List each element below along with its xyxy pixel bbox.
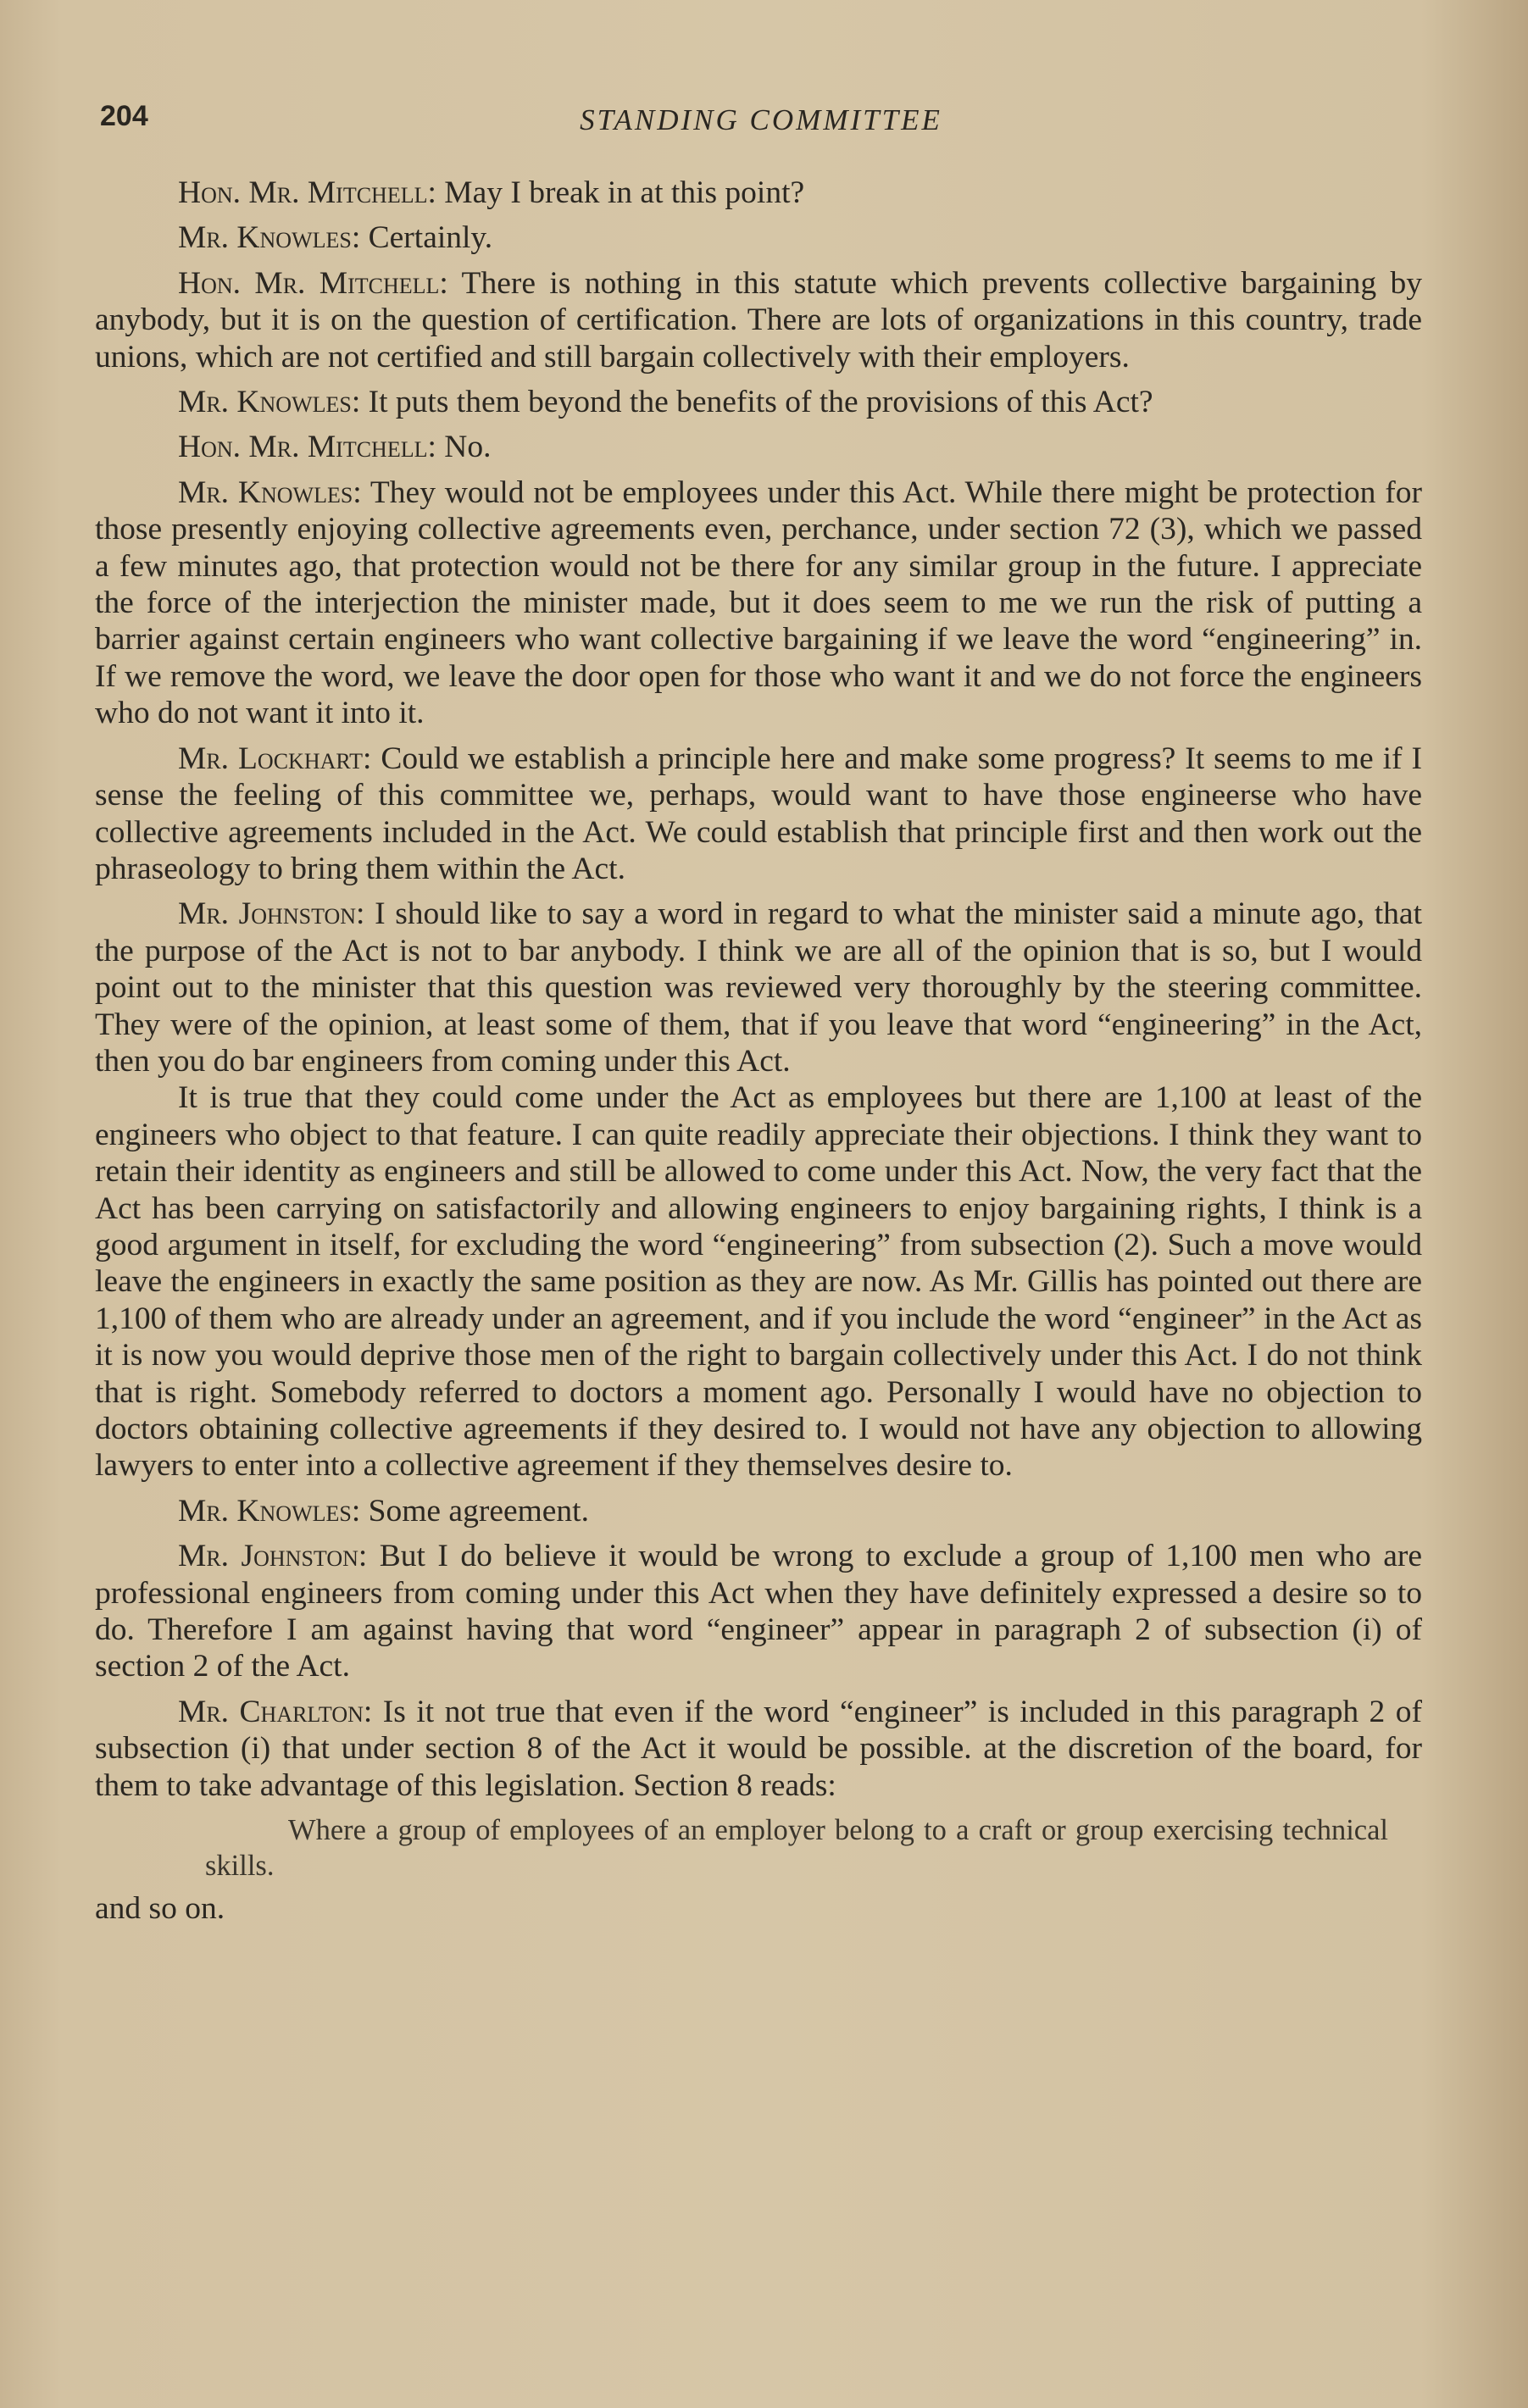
speaker-name: Mr. Knowles: — [178, 474, 362, 510]
speaker-name: Mr. Knowles: — [178, 1493, 361, 1529]
paragraph-text: It puts them beyond the benefits of the provisions of this Act? — [360, 385, 1153, 420]
paragraph — [95, 175, 1422, 211]
paragraph-text: Could we establish a principle here and make some progress? It seems to me if I sense the feeling of this committee we, perhaps, would want to have those engineerse who have collective agreements included in the Act. We could establish that principle first and then work out the phraseology to bring them within the Act. — [95, 741, 1422, 886]
paragraph-text: It is true that they could come under the Act as employees but there are 1,100 at least of the engineers who object to that feature. I can quite readily appreciate their objections. I think they want to retain their identity as engineers and still be allowed to come under this Act. Now, the very fact that the Act has been carrying on satisfactorily and allowing engineers to enjoy bargaining rights, I think is a good argument in itself, for excluding the word “engineering” from subsection (2). Such a move would leave the engineers in exactly the same position as they are now. As Mr. Gillis has pointed out there are 1,100 of them who are already under an agreement, and if you include the word “engineer” in the Act as it is now you would deprive those men of the right to bargain collectively under this Act. I do not think that is right. Somebody referred to doctors a moment ago. Personally I would have no objection to doctors obtaining collective agreements if they desired to. I would not have any objection to allowing lawyers to enter into a collective agreement if they themselves desire to. — [95, 1080, 1422, 1484]
paragraph-text: May I break in at this point? — [436, 175, 805, 210]
paragraph-text: Some agreement. — [360, 1493, 589, 1529]
speaker-name: Hon. Mr. Mitchell: — [178, 265, 448, 301]
speaker-name: Mr. Lockhart: — [178, 741, 372, 776]
running-head: STANDING COMMITTEE — [580, 103, 942, 136]
page-number: 204 — [100, 100, 148, 132]
speaker-name: Mr. Charlton: — [178, 1694, 373, 1729]
paragraph — [95, 265, 1422, 375]
paragraph-text: They would not be employees under this Act. While there might be protection for those presently enjoying collective agreements even, perchance, under section 72 (3), which we passed a few minutes ago, that protection would not be there for any similar group in the future. I appreciate the force of the interjection the minister made, but it does seem to me we run the risk of putting a barrier against certain engineers who want collective bargaining if we leave the word “engineering” in. If we remove the word, we leave the door open for those who want it and we do not force the engineers who do not want it into it. — [95, 474, 1422, 731]
speaker-name: Hon. Mr. Mitchell: — [178, 175, 436, 210]
page-header — [100, 100, 1422, 151]
speaker-name: Mr. Knowles: — [178, 220, 361, 256]
paragraph — [95, 474, 1422, 732]
paragraph — [95, 896, 1422, 1079]
paragraph — [95, 429, 1422, 465]
paragraph-text: Certainly. — [360, 220, 493, 256]
speaker-name: Mr. Knowles: — [178, 385, 361, 420]
closing-line: and so on. — [95, 1891, 225, 1927]
speaker-name: Hon. Mr. Mitchell: — [178, 430, 436, 465]
paragraph-text: But I do believe it would be wrong to exclude a group of 1,100 men who are professional engineers from coming under this Act when they have definitely expressed a desire so to do. Therefore I am against having that word “engineer” appear in paragraph 2 of subsection (i) of section 2 of the Act. — [95, 1539, 1423, 1684]
speaker-name: Mr. Johnston: — [178, 896, 365, 932]
paragraph — [95, 1493, 1422, 1529]
paragraph — [95, 219, 1422, 256]
paragraph-text: I should like to say a word in regard to what the minister said a minute ago, that the purpose of the Act is not to bar anybody. I think we are all of the opinion that is so, but I would point out to the minister that this question was reviewed very thoroughly by the steering committee. They were of the opinion, at least some of them, that if you leave that word “engineering” in the Act, then you do bar engineers from coming under this Act. — [95, 896, 1422, 1079]
paragraph — [95, 384, 1422, 420]
paragraph-text: There is nothing in this statute which prevents collective bargaining by anybody, but it is on the question of certification. There are lots of organizations in this country, trade unions, which are not certified and still bargain collectively with their employers. — [95, 265, 1422, 375]
paragraph — [95, 1079, 1422, 1484]
paragraph — [95, 1538, 1422, 1685]
paragraph — [95, 1694, 1422, 1804]
paragraph-text: No. — [436, 430, 492, 465]
body-text — [95, 175, 1422, 1935]
speaker-name: Mr. Johnston: — [178, 1539, 368, 1574]
paragraph — [95, 741, 1422, 888]
block-quote: Where a group of employees of an employer belong to a craft or group exercising technical skills. — [205, 1814, 1388, 1883]
paragraph-text: Is it not true that even if the word “engineer” is included in this paragraph 2 of subsection (i) that under section 8 of the Act it would be possible. at the discretion of the board, for them to take advantage of this legislation. Section 8 reads: — [95, 1694, 1422, 1803]
